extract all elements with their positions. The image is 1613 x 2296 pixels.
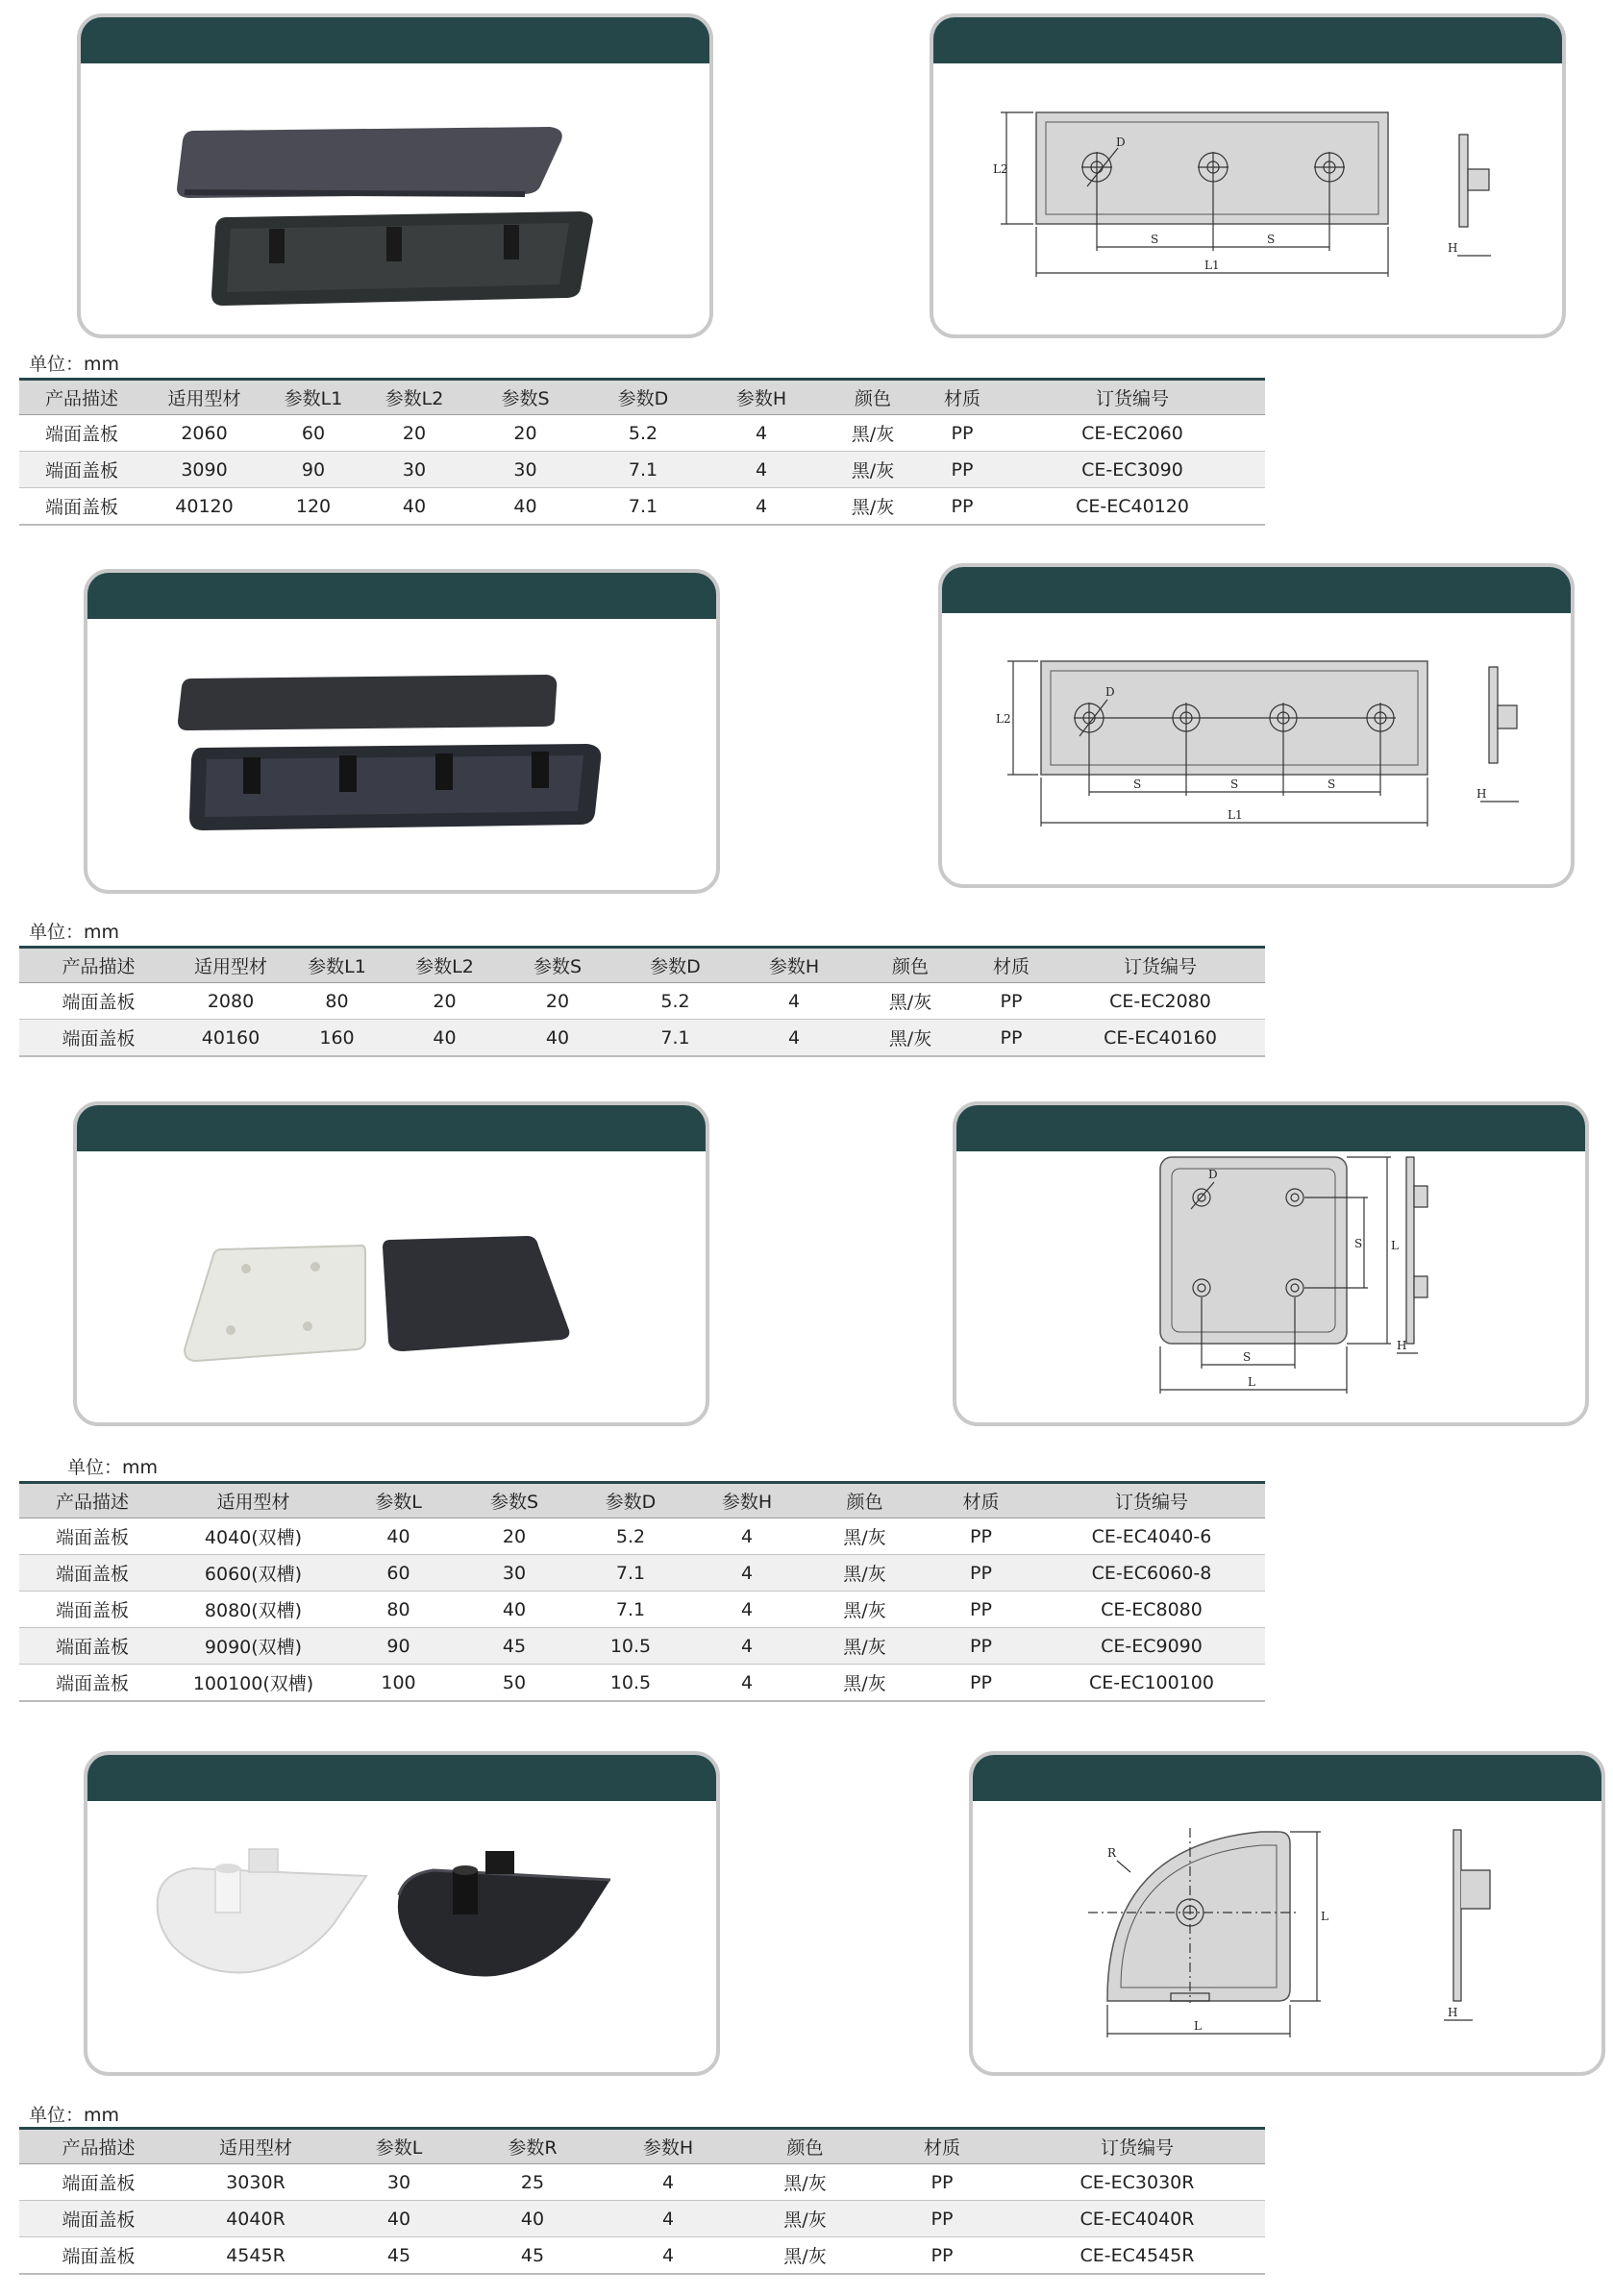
table-row <box>19 415 1265 452</box>
column-header: 订货编号 <box>1009 2129 1265 2164</box>
dim-label-l1: L1 <box>1204 259 1220 272</box>
dim-label-s: S <box>1230 778 1239 791</box>
table-cell: PP <box>875 2164 1009 2201</box>
table-cell: 3030R <box>178 2164 334 2201</box>
column-header: 订货编号 <box>1000 380 1265 415</box>
table-cell: 25 <box>464 2164 601 2201</box>
technical-drawing-card-1 <box>930 13 1566 338</box>
table-cell: PP <box>925 415 1000 452</box>
table-cell: CE-EC100100 <box>1038 1665 1265 1702</box>
table-cell: 5.2 <box>573 1518 688 1555</box>
table-cell: 黑/灰 <box>806 1518 924 1555</box>
table-cell: PP <box>924 1518 1038 1555</box>
column-header: 产品描述 <box>19 948 178 983</box>
table-cell: 黑/灰 <box>821 488 925 526</box>
dim-label-s: S <box>1243 1350 1252 1364</box>
column-header: 参数D <box>573 1483 688 1518</box>
dim-label-s: S <box>1328 778 1336 791</box>
column-header: 参数L1 <box>264 380 362 415</box>
column-header: 参数S <box>499 948 616 983</box>
table-cell: 40 <box>466 488 584 526</box>
table-cell: 4 <box>688 1628 806 1665</box>
table-cell: PP <box>924 1665 1038 1702</box>
dim-label-d: D <box>1208 1168 1218 1181</box>
table-cell: 7.1 <box>573 1555 688 1592</box>
table-row <box>19 452 1265 488</box>
card-header-bar <box>933 17 1562 63</box>
table-cell: 黑/灰 <box>735 2237 875 2275</box>
table-cell: 30 <box>362 452 466 488</box>
table-cell: 4 <box>688 1518 806 1555</box>
table-cell: 9090(双槽) <box>165 1628 341 1665</box>
table-cell: PP <box>925 488 1000 526</box>
table-cell: 50 <box>456 1665 573 1702</box>
table-cell: 40 <box>362 488 466 526</box>
column-header: 材质 <box>925 380 1000 415</box>
table-cell: 黑/灰 <box>854 1020 967 1057</box>
table-cell: 10.5 <box>573 1628 688 1665</box>
product-photo-card-3 <box>73 1101 709 1426</box>
table-row <box>19 1518 1265 1555</box>
dim-label-r: R <box>1107 1846 1117 1860</box>
table-row <box>19 1628 1265 1665</box>
product-photo-card-1 <box>77 13 713 338</box>
table-row <box>19 1592 1265 1628</box>
table-row <box>19 1665 1265 1702</box>
table-row <box>19 983 1265 1020</box>
dim-label-l: L <box>1248 1375 1255 1389</box>
table-row <box>19 2201 1265 2237</box>
table-cell: 5.2 <box>616 983 734 1020</box>
table-cell: CE-EC2080 <box>1055 983 1265 1020</box>
table-header-row <box>19 948 1265 983</box>
column-header: 颜色 <box>806 1483 924 1518</box>
column-header: 参数L2 <box>390 948 499 983</box>
column-header: 适用型材 <box>178 948 284 983</box>
column-header: 订货编号 <box>1055 948 1265 983</box>
table-cell: 45 <box>334 2237 464 2275</box>
column-header: 材质 <box>924 1483 1038 1518</box>
table-cell: 4 <box>734 1020 854 1057</box>
column-header: 适用型材 <box>144 380 264 415</box>
column-header: 参数H <box>601 2129 735 2164</box>
column-header: 颜色 <box>821 380 925 415</box>
card-header-bar <box>956 1105 1585 1151</box>
table-cell: 端面盖板 <box>19 1628 165 1665</box>
technical-drawing-card-4 <box>969 1751 1605 2076</box>
table-cell: 2060 <box>144 415 264 452</box>
table-cell: 6060(双槽) <box>165 1555 341 1592</box>
dim-label-d: D <box>1116 136 1126 149</box>
dim-label-d: D <box>1105 685 1115 699</box>
spec-table-4 <box>19 2127 1265 2275</box>
table-cell: 30 <box>466 452 584 488</box>
technical-drawing-card-2 <box>938 563 1575 888</box>
spec-table-2 <box>19 946 1265 1057</box>
technical-drawing-square <box>956 1151 1585 1422</box>
table-cell: 黑/灰 <box>735 2201 875 2237</box>
table-cell: 端面盖板 <box>19 1518 165 1555</box>
table-cell: 黑/灰 <box>806 1555 924 1592</box>
table-cell: CE-EC3090 <box>1000 452 1265 488</box>
table-header-row <box>19 2129 1265 2164</box>
table-cell: 端面盖板 <box>19 1665 165 1702</box>
table-cell: CE-EC40160 <box>1055 1020 1265 1057</box>
table-cell: 10.5 <box>573 1665 688 1702</box>
technical-drawing-card-3 <box>953 1101 1589 1426</box>
table-cell: 7.1 <box>584 488 702 526</box>
table-cell: 端面盖板 <box>19 1020 178 1057</box>
table-cell: 7.1 <box>584 452 702 488</box>
column-header: 材质 <box>875 2129 1009 2164</box>
table-cell: 4 <box>601 2164 735 2201</box>
product-photo-card-2 <box>84 569 720 894</box>
table-cell: 端面盖板 <box>19 2201 178 2237</box>
table-cell: 4545R <box>178 2237 334 2275</box>
table-cell: PP <box>925 452 1000 488</box>
column-header: 产品描述 <box>19 2129 178 2164</box>
table-cell: 黑/灰 <box>735 2164 875 2201</box>
column-header: 参数D <box>584 380 702 415</box>
table-cell: 黑/灰 <box>821 415 925 452</box>
product-photo-card-4 <box>84 1751 720 2076</box>
column-header: 参数L1 <box>284 948 390 983</box>
table-cell: 黑/灰 <box>806 1628 924 1665</box>
table-cell: 40 <box>341 1518 456 1555</box>
dim-label-l1: L1 <box>1228 808 1243 822</box>
table-cell: 端面盖板 <box>19 452 144 488</box>
unit-label: 单位：mm <box>29 354 120 375</box>
table-cell: 45 <box>464 2237 601 2275</box>
table-cell: 端面盖板 <box>19 983 178 1020</box>
product-photo-quarter-round-caps <box>87 1801 716 2072</box>
table-cell: 黑/灰 <box>854 983 967 1020</box>
unit-label: 单位：mm <box>67 1457 159 1478</box>
table-cell: CE-EC4545R <box>1009 2237 1265 2275</box>
table-cell: 4 <box>688 1555 806 1592</box>
table-cell: 4 <box>688 1665 806 1702</box>
column-header: 参数H <box>688 1483 806 1518</box>
table-row <box>19 488 1265 526</box>
dim-label-h: H <box>1448 241 1458 255</box>
table-cell: 90 <box>341 1628 456 1665</box>
table-cell: 100 <box>341 1665 456 1702</box>
table-cell: 40120 <box>144 488 264 526</box>
table-cell: 7.1 <box>573 1592 688 1628</box>
table-row <box>19 1020 1265 1057</box>
table-row <box>19 1555 1265 1592</box>
column-header: 参数L2 <box>362 380 466 415</box>
column-header: 参数D <box>616 948 734 983</box>
card-header-bar <box>77 1105 706 1151</box>
dim-label-l2: L2 <box>996 712 1011 726</box>
table-cell: 45 <box>456 1628 573 1665</box>
table-cell: PP <box>875 2201 1009 2237</box>
table-cell: 90 <box>264 452 362 488</box>
table-cell: CE-EC9090 <box>1038 1628 1265 1665</box>
table-cell: 5.2 <box>584 415 702 452</box>
table-cell: CE-EC4040-6 <box>1038 1518 1265 1555</box>
column-header: 订货编号 <box>1038 1483 1265 1518</box>
table-cell: 80 <box>341 1592 456 1628</box>
table-cell: 100100(双槽) <box>165 1665 341 1702</box>
card-header-bar <box>942 567 1571 613</box>
table-cell: 8080(双槽) <box>165 1592 341 1628</box>
column-header: 适用型材 <box>165 1483 341 1518</box>
table-cell: 60 <box>264 415 362 452</box>
table-cell: 端面盖板 <box>19 1555 165 1592</box>
table-row <box>19 2237 1265 2275</box>
column-header: 颜色 <box>854 948 967 983</box>
table-cell: 80 <box>284 983 390 1020</box>
column-header: 颜色 <box>735 2129 875 2164</box>
dim-label-l: L <box>1321 1910 1328 1923</box>
table-cell: CE-EC3030R <box>1009 2164 1265 2201</box>
technical-drawing-4hole <box>942 613 1571 884</box>
dim-label-s: S <box>1354 1237 1363 1250</box>
card-header-bar <box>87 573 716 619</box>
table-cell: 20 <box>362 415 466 452</box>
spec-table-3 <box>19 1481 1265 1702</box>
dim-label-l2: L2 <box>993 162 1008 176</box>
dim-label-h: H <box>1448 2006 1458 2019</box>
dim-label-s: S <box>1267 233 1276 246</box>
table-cell: 4 <box>702 415 821 452</box>
table-cell: 120 <box>264 488 362 526</box>
table-cell: 4040(双槽) <box>165 1518 341 1555</box>
table-cell: 端面盖板 <box>19 2164 178 2201</box>
column-header: 参数H <box>702 380 821 415</box>
table-cell: 端面盖板 <box>19 2237 178 2275</box>
technical-drawing-3hole <box>933 63 1562 334</box>
table-cell: 160 <box>284 1020 390 1057</box>
dim-label-h: H <box>1477 787 1487 801</box>
card-header-bar <box>973 1755 1601 1801</box>
dim-label-l: L <box>1194 2019 1202 2033</box>
product-photo-end-cap-3hole <box>81 63 709 334</box>
table-cell: PP <box>875 2237 1009 2275</box>
dim-label-h: H <box>1397 1339 1407 1352</box>
table-cell: 30 <box>456 1555 573 1592</box>
table-cell: 40 <box>464 2201 601 2237</box>
unit-label: 单位：mm <box>29 2105 120 2126</box>
table-cell: PP <box>924 1628 1038 1665</box>
dim-label-s: S <box>1133 778 1142 791</box>
table-cell: 4 <box>601 2201 735 2237</box>
product-photo-end-cap-4hole <box>87 619 716 890</box>
table-cell: 40 <box>499 1020 616 1057</box>
table-cell: 端面盖板 <box>19 415 144 452</box>
card-header-bar <box>81 17 709 63</box>
table-cell: PP <box>967 1020 1055 1057</box>
table-header-row <box>19 380 1265 415</box>
column-header: 参数L <box>334 2129 464 2164</box>
table-cell: 60 <box>341 1555 456 1592</box>
technical-drawing-quarter-round <box>973 1801 1601 2072</box>
table-cell: 30 <box>334 2164 464 2201</box>
table-row <box>19 2164 1265 2201</box>
column-header: 产品描述 <box>19 380 144 415</box>
table-header-row <box>19 1483 1265 1518</box>
column-header: 参数S <box>456 1483 573 1518</box>
table-cell: CE-EC8080 <box>1038 1592 1265 1628</box>
table-cell: CE-EC2060 <box>1000 415 1265 452</box>
table-cell: 7.1 <box>616 1020 734 1057</box>
card-header-bar <box>87 1755 716 1801</box>
table-cell: 端面盖板 <box>19 488 144 526</box>
table-cell: 40 <box>456 1592 573 1628</box>
table-cell: PP <box>924 1555 1038 1592</box>
table-cell: 端面盖板 <box>19 1592 165 1628</box>
product-photo-square-end-caps <box>77 1151 706 1422</box>
table-cell: 4 <box>702 452 821 488</box>
table-cell: 黑/灰 <box>821 452 925 488</box>
table-cell: CE-EC40120 <box>1000 488 1265 526</box>
dim-label-l: L <box>1391 1239 1399 1252</box>
column-header: 参数H <box>734 948 854 983</box>
column-header: 产品描述 <box>19 1483 165 1518</box>
table-cell: 4 <box>702 488 821 526</box>
table-cell: 2080 <box>178 983 284 1020</box>
column-header: 参数L <box>341 1483 456 1518</box>
table-cell: 40160 <box>178 1020 284 1057</box>
table-cell: 20 <box>499 983 616 1020</box>
column-header: 适用型材 <box>178 2129 334 2164</box>
table-cell: 黑/灰 <box>806 1592 924 1628</box>
table-cell: 3090 <box>144 452 264 488</box>
table-cell: PP <box>967 983 1055 1020</box>
dim-label-s: S <box>1151 233 1159 246</box>
table-cell: 4 <box>688 1592 806 1628</box>
spec-table-1 <box>19 378 1265 526</box>
table-cell: 20 <box>466 415 584 452</box>
column-header: 材质 <box>967 948 1055 983</box>
column-header: 参数S <box>466 380 584 415</box>
table-cell: 4 <box>734 983 854 1020</box>
table-cell: 4 <box>601 2237 735 2275</box>
unit-label: 单位：mm <box>29 922 120 943</box>
column-header: 参数R <box>464 2129 601 2164</box>
table-cell: CE-EC6060-8 <box>1038 1555 1265 1592</box>
table-cell: 20 <box>456 1518 573 1555</box>
table-cell: 4040R <box>178 2201 334 2237</box>
table-cell: 20 <box>390 983 499 1020</box>
table-cell: PP <box>924 1592 1038 1628</box>
table-cell: 黑/灰 <box>806 1665 924 1702</box>
table-cell: CE-EC4040R <box>1009 2201 1265 2237</box>
table-cell: 40 <box>390 1020 499 1057</box>
table-cell: 40 <box>334 2201 464 2237</box>
